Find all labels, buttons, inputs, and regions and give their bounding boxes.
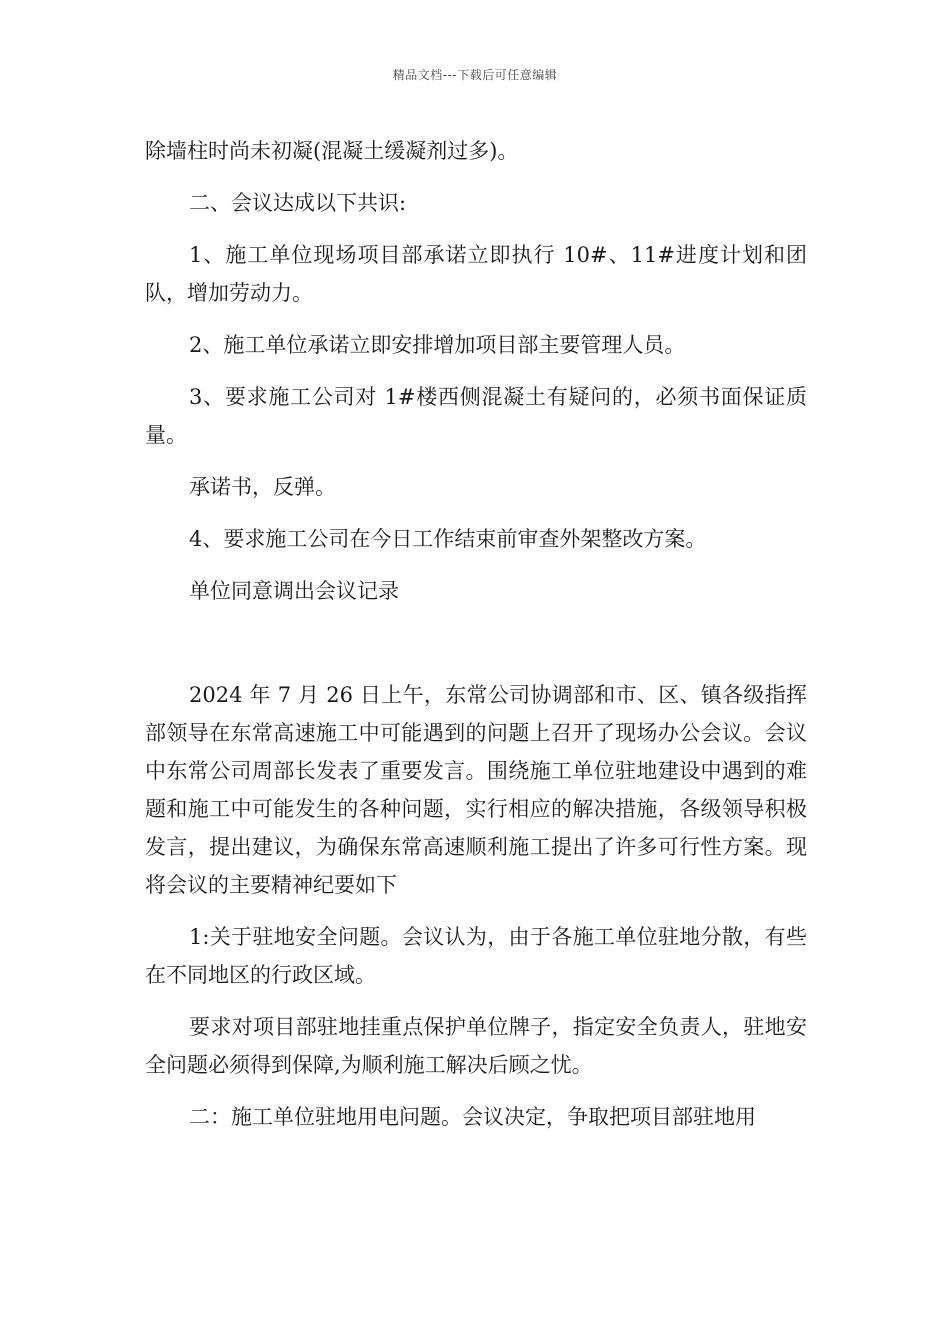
document-body (145, 132, 807, 1150)
paragraph-5: 3、要求施工公司对 1#楼西侧混凝土有疑问的，必须书面保证质量。 (145, 385, 807, 447)
page-header: 精品文档---下载后可任意编辑 (392, 68, 558, 82)
paragraph-4: 2、施工单位承诺立即安排增加项目部主要管理人员。 (189, 333, 686, 357)
paragraph-1: 除墙柱时尚未初凝(混凝土缓凝剂过多)。 (145, 139, 519, 163)
paragraph-11: 要求对项目部驻地挂重点保护单位牌子，指定安全负责人，驻地安全问题必须得到保障,为顺利施工解决后顾之忧。 (145, 1015, 807, 1077)
paragraph-9: 2024 年 7 月 26 日上午，东常公司协调部和市、区、镇各级指挥部领导在东常高速施工中可能遇到的问题上召开了现场办公会议。会议中东常公司周部长发表了重要发言。围绕施工单位驻地建设中遇到的难题和施工中可能发生的各种问题，实行相应的解决措施，各级领导积极发言，提出建议，为确保东常高速顺利施工提出了许多可行性方案。现将会议的主要精神纪要如下 (145, 683, 807, 897)
paragraph-8: 单位同意调出会议记录 (189, 579, 399, 603)
paragraph-10: 1:关于驻地安全问题。会议认为，由于各施工单位驻地分散，有些在不同地区的行政区域。 (145, 925, 807, 987)
paragraph-2: 二、会议达成以下共识: (189, 191, 407, 215)
paragraph-6: 承诺书，反弹。 (189, 475, 336, 499)
paragraph-3: 1、施工单位现场项目部承诺立即执行 10#、11#进度计划和团队，增加劳动力。 (145, 243, 807, 305)
paragraph-12: 二：施工单位驻地用电问题。会议决定，争取把项目部驻地用 (189, 1105, 756, 1129)
paragraph-7: 4、要求施工公司在今日工作结束前审查外架整改方案。 (189, 527, 707, 551)
